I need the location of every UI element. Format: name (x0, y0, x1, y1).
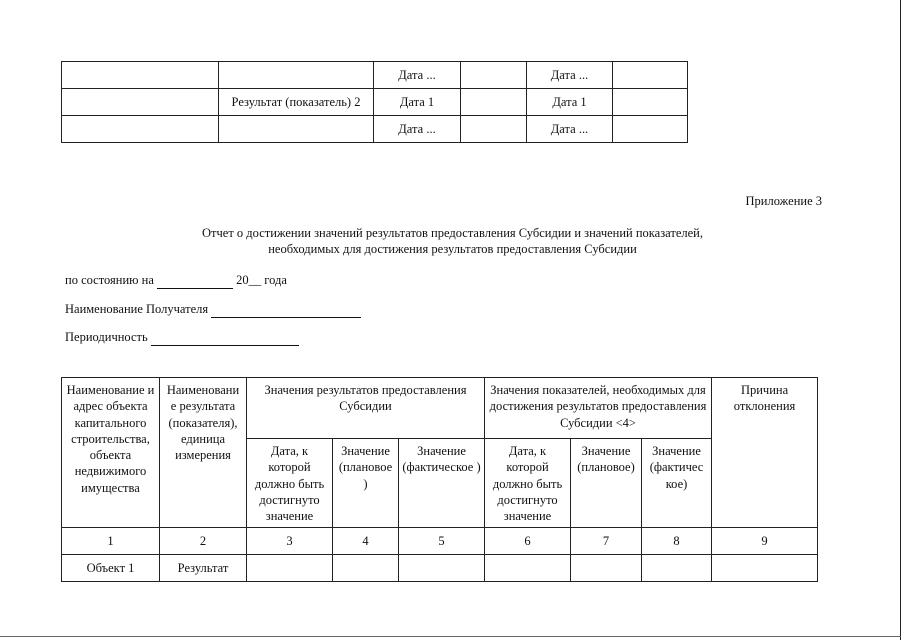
table-cell (613, 62, 688, 89)
header-results-group: Значения результатов предоставления Субсидии (247, 378, 485, 439)
table-cell (219, 116, 374, 143)
table-cell: Дата 1 (374, 89, 461, 116)
status-prefix: по состоянию на (65, 273, 154, 287)
header-object-name: Наименование и адрес объекта капитального строительства, объекта недвижимого имущества (62, 378, 160, 528)
table-cell (399, 555, 485, 582)
column-number: 8 (642, 528, 712, 555)
table-cell (712, 555, 818, 582)
table-cell: Результат (160, 555, 247, 582)
table-cell: Дата ... (527, 116, 613, 143)
page-border-bottom (0, 636, 901, 637)
status-year: 20__ (236, 273, 262, 287)
header-date-target: Дата, к которой должно быть достигнуто значение (247, 439, 333, 528)
table-cell (461, 89, 527, 116)
table-cell: Дата ... (527, 62, 613, 89)
report-title-line2: необходимых для достижения результатов предоставления Субсидии (268, 242, 637, 256)
recipient-line (65, 302, 361, 318)
periodicity-line (65, 330, 299, 346)
header-date-target: Дата, к которой должно быть достигнуто значение (485, 439, 571, 528)
table-cell: Результат (показатель) 2 (219, 89, 374, 116)
header-planned-value: Значение (плановое) (571, 439, 642, 528)
table-cell (219, 62, 374, 89)
column-number: 6 (485, 528, 571, 555)
table-cell (613, 89, 688, 116)
column-number: 9 (712, 528, 818, 555)
header-indicators-group: Значения показателей, необходимых для достижения результатов предоставления Субсидии <4> (485, 378, 712, 439)
column-number: 1 (62, 528, 160, 555)
table-cell (613, 116, 688, 143)
table-cell (642, 555, 712, 582)
table-cell (247, 555, 333, 582)
header-row-1 (62, 378, 818, 439)
column-number: 7 (571, 528, 642, 555)
table-cell (461, 62, 527, 89)
table-row (62, 89, 688, 116)
column-number: 4 (333, 528, 399, 555)
table-cell (62, 62, 219, 89)
header-actual-value: Значение (фактическое ) (399, 439, 485, 528)
table-cell (62, 89, 219, 116)
table-row (62, 116, 688, 143)
header-deviation-reason: Причина отклонения (712, 378, 818, 528)
column-number: 3 (247, 528, 333, 555)
periodicity-label: Периодичность (65, 330, 148, 344)
table-cell (333, 555, 399, 582)
continuation-table (61, 61, 688, 143)
status-suffix: года (264, 273, 287, 287)
table-cell (461, 116, 527, 143)
recipient-field[interactable] (211, 302, 361, 318)
column-number: 2 (160, 528, 247, 555)
table-cell: Дата ... (374, 62, 461, 89)
page-border-right (900, 0, 901, 640)
table-cell (62, 116, 219, 143)
header-result-name: Наименовани е результата (показателя), единица измерения (160, 378, 247, 528)
table-row (62, 62, 688, 89)
appendix-label: Приложение 3 (745, 194, 822, 208)
table-cell (571, 555, 642, 582)
periodicity-field[interactable] (151, 330, 299, 346)
table-cell: Дата ... (374, 116, 461, 143)
status-date-field[interactable] (157, 273, 233, 289)
table-row (62, 555, 818, 582)
column-number: 5 (399, 528, 485, 555)
table-cell: Объект 1 (62, 555, 160, 582)
report-title-line1: Отчет о достижении значений результатов предоставления Субсидии и значений показателей, (202, 226, 703, 240)
header-actual-value: Значение (фактичес кое) (642, 439, 712, 528)
table-cell: Дата 1 (527, 89, 613, 116)
column-number-row (62, 528, 818, 555)
report-table (61, 377, 818, 582)
header-planned-value: Значение (плановое ) (333, 439, 399, 528)
recipient-label: Наименование Получателя (65, 302, 209, 316)
table-cell (485, 555, 571, 582)
status-line (65, 273, 287, 289)
